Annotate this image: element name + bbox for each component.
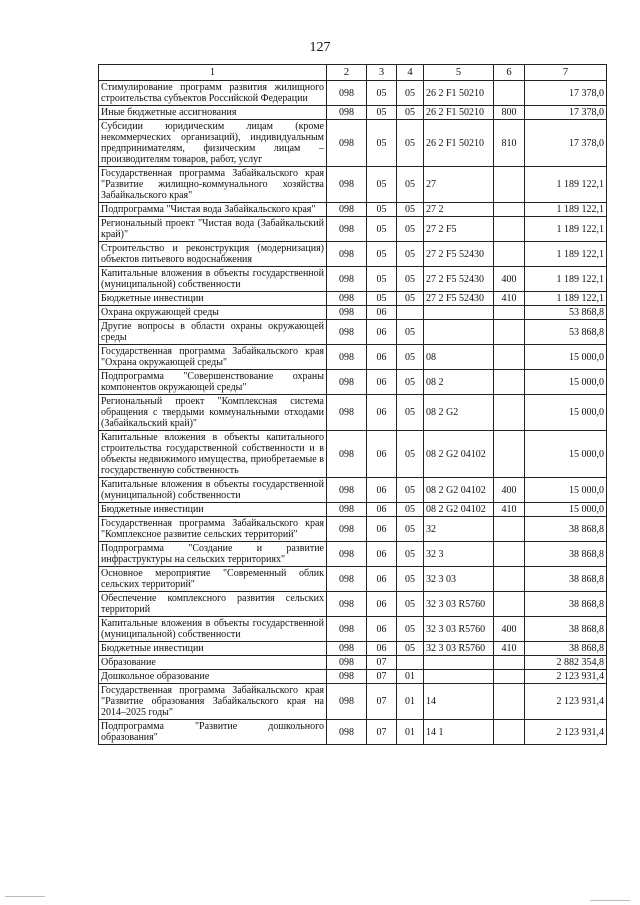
row-expense-type bbox=[494, 542, 525, 567]
header-col-7: 7 bbox=[525, 65, 607, 81]
row-expense-type: 410 bbox=[494, 642, 525, 656]
table-row bbox=[99, 684, 607, 720]
row-expense-type: 800 bbox=[494, 106, 525, 120]
row-section: 05 bbox=[367, 267, 397, 292]
row-name: Капитальные вложения в объекты государственной (муниципальной) собственности bbox=[99, 617, 327, 642]
table-row bbox=[99, 656, 607, 670]
row-target-article: 27 2 F5 bbox=[424, 217, 494, 242]
row-grbs: 098 bbox=[327, 478, 367, 503]
row-expense-type bbox=[494, 395, 525, 431]
row-section: 06 bbox=[367, 642, 397, 656]
row-grbs: 098 bbox=[327, 542, 367, 567]
row-name: Бюджетные инвестиции bbox=[99, 503, 327, 517]
row-section: 06 bbox=[367, 503, 397, 517]
row-section: 05 bbox=[367, 106, 397, 120]
row-expense-type bbox=[494, 431, 525, 478]
row-name: Подпрограмма "Развитие дошкольного образования" bbox=[99, 720, 327, 745]
row-expense-type bbox=[494, 656, 525, 670]
row-amount: 38 868,8 bbox=[525, 567, 607, 592]
row-expense-type bbox=[494, 306, 525, 320]
table-row bbox=[99, 292, 607, 306]
row-expense-type bbox=[494, 720, 525, 745]
row-subsection: 01 bbox=[397, 684, 424, 720]
row-grbs: 098 bbox=[327, 242, 367, 267]
row-target-article: 32 3 03 R5760 bbox=[424, 592, 494, 617]
row-grbs: 098 bbox=[327, 106, 367, 120]
row-name: Другие вопросы в области охраны окружающей среды bbox=[99, 320, 327, 345]
row-expense-type bbox=[494, 345, 525, 370]
row-expense-type bbox=[494, 167, 525, 203]
row-grbs: 098 bbox=[327, 642, 367, 656]
row-grbs: 098 bbox=[327, 617, 367, 642]
row-name: Бюджетные инвестиции bbox=[99, 642, 327, 656]
scan-artifact bbox=[5, 896, 45, 897]
row-name: Капитальные вложения в объекты государственной (муниципальной) собственности bbox=[99, 267, 327, 292]
row-amount: 1 189 122,1 bbox=[525, 167, 607, 203]
header-col-1: 1 bbox=[99, 65, 327, 81]
table-body bbox=[99, 81, 607, 745]
row-amount: 38 868,8 bbox=[525, 642, 607, 656]
row-name: Охрана окружающей среды bbox=[99, 306, 327, 320]
row-section: 06 bbox=[367, 617, 397, 642]
row-grbs: 098 bbox=[327, 370, 367, 395]
row-subsection: 05 bbox=[397, 106, 424, 120]
scan-artifact bbox=[590, 900, 630, 901]
row-subsection bbox=[397, 656, 424, 670]
table-row bbox=[99, 242, 607, 267]
table-row bbox=[99, 81, 607, 106]
row-name: Образование bbox=[99, 656, 327, 670]
row-subsection: 05 bbox=[397, 267, 424, 292]
row-subsection: 01 bbox=[397, 670, 424, 684]
row-subsection: 05 bbox=[397, 242, 424, 267]
row-subsection: 05 bbox=[397, 542, 424, 567]
row-name: Обеспечение комплексного развития сельских территорий bbox=[99, 592, 327, 617]
header-col-5: 5 bbox=[424, 65, 494, 81]
row-section: 07 bbox=[367, 670, 397, 684]
row-subsection: 05 bbox=[397, 592, 424, 617]
table-row bbox=[99, 120, 607, 167]
header-col-3: 3 bbox=[367, 65, 397, 81]
row-grbs: 098 bbox=[327, 684, 367, 720]
row-subsection: 05 bbox=[397, 292, 424, 306]
header-col-6: 6 bbox=[494, 65, 525, 81]
row-grbs: 098 bbox=[327, 81, 367, 106]
row-name: Подпрограмма "Создание и развитие инфраструктуры на сельских территориях" bbox=[99, 542, 327, 567]
row-expense-type: 400 bbox=[494, 478, 525, 503]
row-target-article: 08 bbox=[424, 345, 494, 370]
row-name: Капитальные вложения в объекты капитального строительства государственной собственности и в объекты недвижимого имущества, приобретаемые в государственную собственность bbox=[99, 431, 327, 478]
table-row bbox=[99, 267, 607, 292]
row-amount: 53 868,8 bbox=[525, 320, 607, 345]
table-row bbox=[99, 306, 607, 320]
row-name: Государственная программа Забайкальского края "Комплексное развитие сельских территорий" bbox=[99, 517, 327, 542]
row-section: 06 bbox=[367, 592, 397, 617]
row-grbs: 098 bbox=[327, 503, 367, 517]
row-amount: 38 868,8 bbox=[525, 542, 607, 567]
row-amount: 1 189 122,1 bbox=[525, 242, 607, 267]
row-grbs: 098 bbox=[327, 167, 367, 203]
row-name: Подпрограмма "Совершенствование охраны компонентов окружающей среды" bbox=[99, 370, 327, 395]
row-target-article: 26 2 F1 50210 bbox=[424, 120, 494, 167]
row-amount: 38 868,8 bbox=[525, 592, 607, 617]
row-subsection: 05 bbox=[397, 431, 424, 478]
row-subsection: 05 bbox=[397, 503, 424, 517]
row-expense-type bbox=[494, 517, 525, 542]
row-subsection: 05 bbox=[397, 120, 424, 167]
row-subsection: 05 bbox=[397, 567, 424, 592]
table-row bbox=[99, 542, 607, 567]
table-row bbox=[99, 617, 607, 642]
row-subsection: 05 bbox=[397, 642, 424, 656]
table-row bbox=[99, 567, 607, 592]
row-grbs: 098 bbox=[327, 431, 367, 478]
row-expense-type bbox=[494, 81, 525, 106]
row-name: Субсидии юридическим лицам (кроме некоммерческих организаций), индивидуальным предпринимателям, физическим лицам – производителям товаров, работ, услуг bbox=[99, 120, 327, 167]
row-amount: 17 378,0 bbox=[525, 106, 607, 120]
row-grbs: 098 bbox=[327, 320, 367, 345]
row-amount: 2 123 931,4 bbox=[525, 720, 607, 745]
row-target-article bbox=[424, 306, 494, 320]
table-row bbox=[99, 203, 607, 217]
row-section: 05 bbox=[367, 203, 397, 217]
row-target-article: 26 2 F1 50210 bbox=[424, 81, 494, 106]
row-expense-type bbox=[494, 320, 525, 345]
table-row bbox=[99, 167, 607, 203]
table-row bbox=[99, 517, 607, 542]
table-row bbox=[99, 592, 607, 617]
row-target-article: 08 2 G2 04102 bbox=[424, 503, 494, 517]
table-row bbox=[99, 345, 607, 370]
row-grbs: 098 bbox=[327, 306, 367, 320]
row-expense-type bbox=[494, 567, 525, 592]
row-section: 05 bbox=[367, 120, 397, 167]
row-target-article: 08 2 G2 bbox=[424, 395, 494, 431]
row-expense-type bbox=[494, 203, 525, 217]
row-amount: 1 189 122,1 bbox=[525, 203, 607, 217]
table-row bbox=[99, 217, 607, 242]
row-expense-type bbox=[494, 242, 525, 267]
row-amount: 15 000,0 bbox=[525, 431, 607, 478]
row-expense-type: 410 bbox=[494, 292, 525, 306]
row-amount: 17 378,0 bbox=[525, 120, 607, 167]
row-grbs: 098 bbox=[327, 203, 367, 217]
row-section: 05 bbox=[367, 81, 397, 106]
row-grbs: 098 bbox=[327, 670, 367, 684]
row-target-article bbox=[424, 656, 494, 670]
table-row bbox=[99, 670, 607, 684]
row-section: 06 bbox=[367, 320, 397, 345]
row-amount: 38 868,8 bbox=[525, 517, 607, 542]
row-name: Стимулирование программ развития жилищного строительства субъектов Российской Федерации bbox=[99, 81, 327, 106]
row-target-article bbox=[424, 670, 494, 684]
row-amount: 53 868,8 bbox=[525, 306, 607, 320]
row-section: 06 bbox=[367, 478, 397, 503]
table-row bbox=[99, 642, 607, 656]
row-subsection: 05 bbox=[397, 203, 424, 217]
row-name: Государственная программа Забайкальского края "Охрана окружающей среды" bbox=[99, 345, 327, 370]
row-amount: 1 189 122,1 bbox=[525, 292, 607, 306]
row-grbs: 098 bbox=[327, 267, 367, 292]
row-section: 06 bbox=[367, 431, 397, 478]
row-subsection: 05 bbox=[397, 320, 424, 345]
row-amount: 15 000,0 bbox=[525, 395, 607, 431]
row-target-article: 32 3 03 bbox=[424, 567, 494, 592]
row-subsection: 05 bbox=[397, 370, 424, 395]
row-grbs: 098 bbox=[327, 120, 367, 167]
row-grbs: 098 bbox=[327, 656, 367, 670]
table-row bbox=[99, 370, 607, 395]
table-header-row bbox=[99, 65, 607, 81]
row-grbs: 098 bbox=[327, 720, 367, 745]
row-expense-type: 400 bbox=[494, 617, 525, 642]
row-section: 06 bbox=[367, 370, 397, 395]
table-row bbox=[99, 395, 607, 431]
row-section: 05 bbox=[367, 167, 397, 203]
row-subsection: 05 bbox=[397, 617, 424, 642]
row-target-article: 27 2 F5 52430 bbox=[424, 292, 494, 306]
row-subsection: 05 bbox=[397, 217, 424, 242]
row-grbs: 098 bbox=[327, 567, 367, 592]
row-target-article: 27 2 F5 52430 bbox=[424, 242, 494, 267]
row-amount: 2 882 354,8 bbox=[525, 656, 607, 670]
row-target-article: 32 bbox=[424, 517, 494, 542]
row-subsection: 05 bbox=[397, 345, 424, 370]
row-name: Иные бюджетные ассигнования bbox=[99, 106, 327, 120]
row-expense-type: 410 bbox=[494, 503, 525, 517]
row-target-article: 14 1 bbox=[424, 720, 494, 745]
table-row bbox=[99, 503, 607, 517]
row-subsection: 05 bbox=[397, 478, 424, 503]
row-amount: 38 868,8 bbox=[525, 617, 607, 642]
row-subsection: 05 bbox=[397, 395, 424, 431]
row-subsection: 05 bbox=[397, 81, 424, 106]
row-name: Дошкольное образование bbox=[99, 670, 327, 684]
row-grbs: 098 bbox=[327, 217, 367, 242]
row-target-article bbox=[424, 320, 494, 345]
row-expense-type bbox=[494, 592, 525, 617]
row-amount: 1 189 122,1 bbox=[525, 217, 607, 242]
row-grbs: 098 bbox=[327, 292, 367, 306]
row-expense-type: 400 bbox=[494, 267, 525, 292]
table-row bbox=[99, 431, 607, 478]
table-row bbox=[99, 106, 607, 120]
row-name: Региональный проект "Чистая вода (Забайкальский край)" bbox=[99, 217, 327, 242]
row-subsection bbox=[397, 306, 424, 320]
row-amount: 2 123 931,4 bbox=[525, 670, 607, 684]
row-amount: 1 189 122,1 bbox=[525, 267, 607, 292]
row-section: 06 bbox=[367, 345, 397, 370]
row-target-article: 32 3 bbox=[424, 542, 494, 567]
row-name: Региональный проект "Комплексная система обращения с твердыми коммунальными отходами (Забайкальский край)" bbox=[99, 395, 327, 431]
row-name: Государственная программа Забайкальского края "Развитие жилищно-коммунального хозяйства Забайкальского края" bbox=[99, 167, 327, 203]
header-col-2: 2 bbox=[327, 65, 367, 81]
row-grbs: 098 bbox=[327, 345, 367, 370]
row-grbs: 098 bbox=[327, 592, 367, 617]
row-section: 05 bbox=[367, 217, 397, 242]
row-subsection: 05 bbox=[397, 517, 424, 542]
row-target-article: 08 2 G2 04102 bbox=[424, 478, 494, 503]
row-subsection: 01 bbox=[397, 720, 424, 745]
row-target-article: 08 2 G2 04102 bbox=[424, 431, 494, 478]
row-expense-type bbox=[494, 670, 525, 684]
page-number: 127 bbox=[309, 40, 331, 55]
row-section: 06 bbox=[367, 395, 397, 431]
row-amount: 15 000,0 bbox=[525, 503, 607, 517]
row-expense-type bbox=[494, 684, 525, 720]
row-expense-type bbox=[494, 370, 525, 395]
row-expense-type: 810 bbox=[494, 120, 525, 167]
row-amount: 15 000,0 bbox=[525, 345, 607, 370]
row-amount: 2 123 931,4 bbox=[525, 684, 607, 720]
row-name: Подпрограмма "Чистая вода Забайкальского края" bbox=[99, 203, 327, 217]
row-amount: 17 378,0 bbox=[525, 81, 607, 106]
row-name: Бюджетные инвестиции bbox=[99, 292, 327, 306]
row-section: 07 bbox=[367, 720, 397, 745]
row-target-article: 27 2 bbox=[424, 203, 494, 217]
row-subsection: 05 bbox=[397, 167, 424, 203]
row-target-article: 08 2 bbox=[424, 370, 494, 395]
row-name: Капитальные вложения в объекты государственной (муниципальной) собственности bbox=[99, 478, 327, 503]
table-row bbox=[99, 320, 607, 345]
header-col-4: 4 bbox=[397, 65, 424, 81]
row-target-article: 27 bbox=[424, 167, 494, 203]
row-name: Основное мероприятие "Современный облик сельских территорий" bbox=[99, 567, 327, 592]
row-section: 06 bbox=[367, 567, 397, 592]
row-target-article: 14 bbox=[424, 684, 494, 720]
row-amount: 15 000,0 bbox=[525, 370, 607, 395]
row-target-article: 26 2 F1 50210 bbox=[424, 106, 494, 120]
row-target-article: 32 3 03 R5760 bbox=[424, 642, 494, 656]
row-target-article: 32 3 03 R5760 bbox=[424, 617, 494, 642]
row-section: 06 bbox=[367, 517, 397, 542]
table-row bbox=[99, 720, 607, 745]
row-section: 06 bbox=[367, 542, 397, 567]
row-grbs: 098 bbox=[327, 395, 367, 431]
row-name: Строительство и реконструкция (модернизация) объектов питьевого водоснабжения bbox=[99, 242, 327, 267]
row-name: Государственная программа Забайкальского края "Развитие образования Забайкальского края на 2014–2025 годы" bbox=[99, 684, 327, 720]
table-row bbox=[99, 478, 607, 503]
row-target-article: 27 2 F5 52430 bbox=[424, 267, 494, 292]
row-section: 05 bbox=[367, 292, 397, 306]
row-section: 05 bbox=[367, 242, 397, 267]
row-section: 07 bbox=[367, 656, 397, 670]
row-expense-type bbox=[494, 217, 525, 242]
row-section: 07 bbox=[367, 684, 397, 720]
row-section: 06 bbox=[367, 306, 397, 320]
budget-table bbox=[98, 64, 607, 745]
row-grbs: 098 bbox=[327, 517, 367, 542]
row-amount: 15 000,0 bbox=[525, 478, 607, 503]
